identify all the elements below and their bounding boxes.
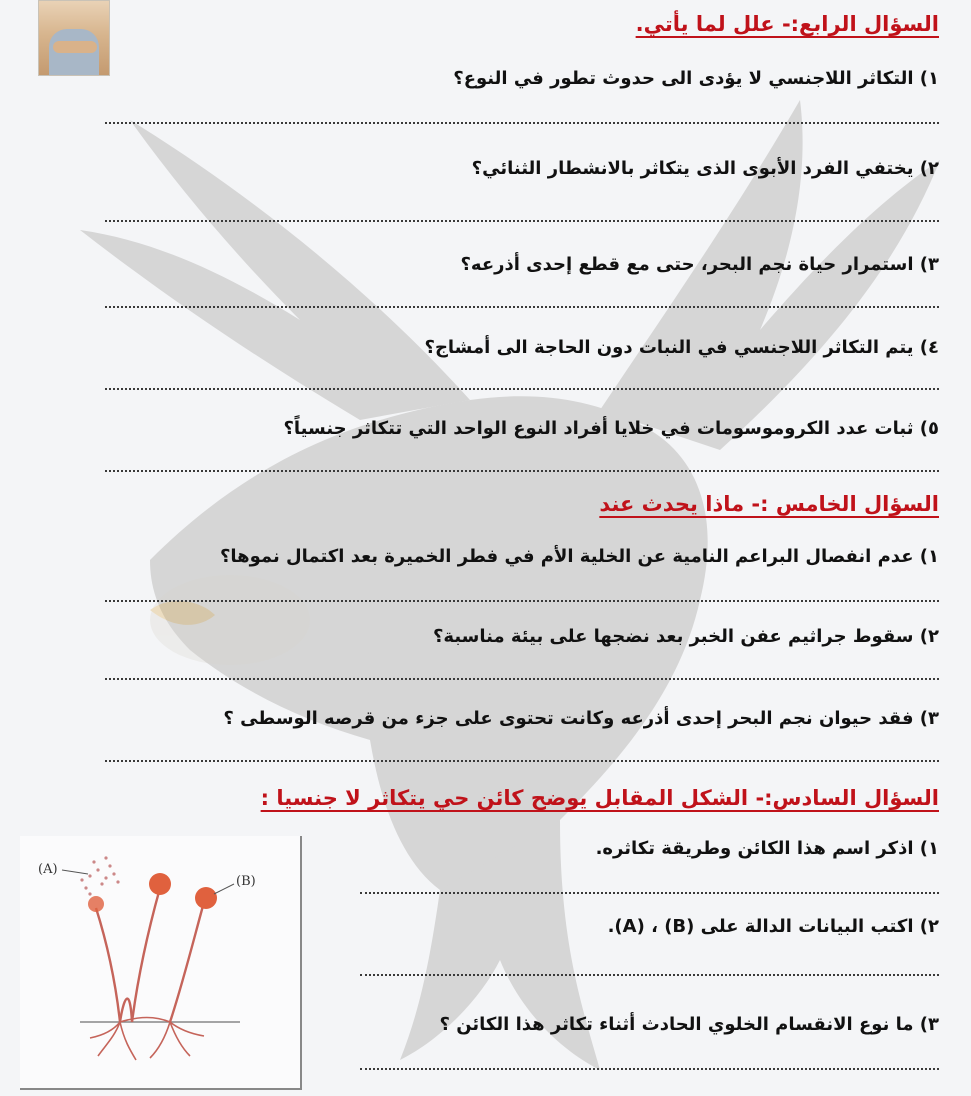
bread-mold-illustration	[20, 836, 300, 1088]
answer-line[interactable]	[105, 220, 939, 222]
teacher-photo	[38, 0, 110, 76]
q5-heading: السؤال الخامس :- ماذا يحدث عند	[599, 492, 939, 516]
answer-line[interactable]	[360, 1068, 939, 1070]
q4-heading: السؤال الرابع:- علل لما يأتي.	[635, 12, 939, 36]
burst-sporangium	[88, 896, 104, 912]
q4-item-3: ٣) استمرار حياة نجم البحر، حتى مع قطع إحدى أذرعه؟	[460, 254, 939, 275]
answer-line[interactable]	[105, 388, 939, 390]
answer-line[interactable]	[105, 122, 939, 124]
answer-line[interactable]	[360, 892, 939, 894]
q5-item-3: ٣) فقد حيوان نجم البحر إحدى أذرعه وكانت تحتوى على جزء من قرصه الوسطى ؟	[223, 708, 939, 729]
pointer-b	[214, 884, 234, 894]
q4-item-4: ٤) يتم التكاثر اللاجنسي في النبات دون الحاجة الى أمشاج؟	[424, 337, 939, 358]
answer-line[interactable]	[105, 600, 939, 602]
q6-item-2: ٢) اكتب البيانات الدالة على (B) ، (A).	[607, 916, 939, 937]
q6-item-1: ١) اذكر اسم هذا الكائن وطريقة تكاثره.	[595, 838, 939, 859]
sporangium	[149, 873, 171, 895]
figure-label-b: (B)	[236, 874, 256, 889]
q6-item-3: ٣) ما نوع الانقسام الخلوي الحادث أثناء تكاثر هذا الكائن ؟	[439, 1014, 939, 1035]
pointer-a	[62, 870, 88, 874]
q6-heading: السؤال السادس:- الشكل المقابل يوضح كائن حي يتكاثر لا جنسيا :	[260, 786, 939, 810]
answer-line[interactable]	[105, 306, 939, 308]
rhizoids	[90, 1018, 204, 1061]
q4-item-2: ٢) يختفي الفرد الأبوى الذى يتكاثر بالانشطار الثنائي؟	[471, 158, 939, 179]
released-spores	[80, 856, 119, 895]
q4-item-5: ٥) ثبات عدد الكروموسومات في خلايا أفراد النوع الواحد التي تتكاثر جنسياً؟	[283, 418, 939, 439]
sporangium	[195, 887, 217, 909]
answer-line[interactable]	[105, 470, 939, 472]
bread-mold-figure	[20, 836, 302, 1090]
q4-item-1: ١) التكاثر اللاجنسي لا يؤدى الى حدوث تطور في النوع؟	[453, 68, 939, 89]
q5-item-2: ٢) سقوط جراثيم عفن الخبر بعد نضجها على بيئة مناسبة؟	[432, 626, 939, 647]
answer-line[interactable]	[105, 760, 939, 762]
answer-line[interactable]	[105, 678, 939, 680]
answer-line[interactable]	[360, 974, 939, 976]
figure-label-a: (A)	[38, 862, 58, 877]
q5-item-1: ١) عدم انفصال البراعم النامية عن الخلية الأم في فطر الخميرة بعد اكتمال نموها؟	[219, 546, 939, 567]
sporangiophores	[96, 888, 204, 1022]
